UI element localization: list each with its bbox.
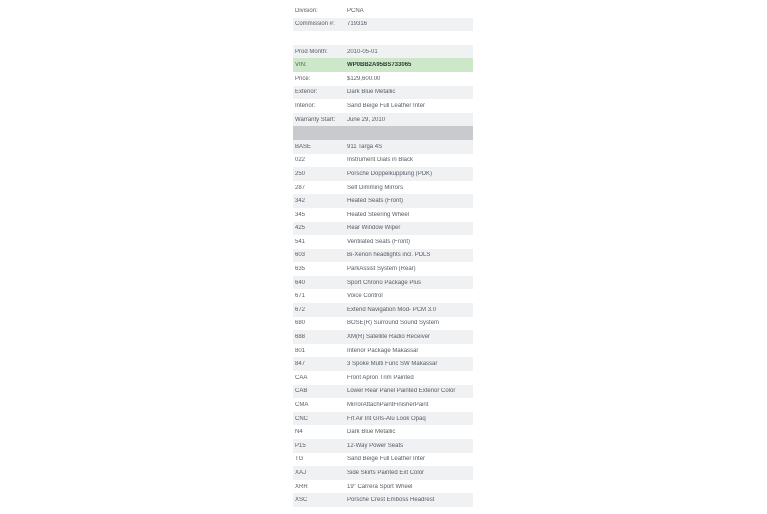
option-code: 603 (295, 252, 306, 259)
option-row (293, 453, 473, 467)
option-description: MirrorAttachPaintFinisherPaint (347, 402, 429, 409)
option-code: XAJ (295, 469, 307, 476)
option-description: Sport Chrono Package Plus (347, 279, 422, 286)
option-description: Self Dimming Mirrors (347, 184, 404, 191)
option-row (293, 208, 473, 222)
info-row-blank (293, 31, 473, 45)
option-row (293, 493, 473, 507)
info-label: Division: (295, 7, 318, 14)
info-label: VIN: (295, 62, 307, 69)
option-row (293, 235, 473, 249)
option-row (293, 222, 473, 236)
info-value: PCNA (347, 7, 364, 14)
option-code: 287 (295, 184, 306, 191)
info-row-division (293, 4, 473, 18)
option-code: CMA (295, 402, 309, 409)
option-code: BASE (295, 143, 312, 150)
option-description: Front Apron Trim Painted (347, 374, 414, 381)
option-code: CAB (295, 388, 308, 395)
option-description: Voice Control (347, 293, 383, 300)
option-row (293, 303, 473, 317)
option-description: Ventilated Seats (Front) (347, 238, 411, 245)
option-description: Sand Beige Full Leather Inter (347, 456, 426, 463)
option-code: 635 (295, 266, 306, 273)
option-row (293, 276, 473, 290)
option-description: Bi-Xenon headlights incl. PDLS (347, 252, 431, 259)
option-description: XM(R) Satellite Radio Receiver (347, 334, 431, 341)
option-description: 911 Targa 4S (347, 143, 383, 150)
option-row (293, 439, 473, 453)
option-description: Side Skirts Painted Ext Color (347, 469, 425, 476)
info-label: Warranty Start: (295, 116, 336, 123)
info-row-exterior (293, 86, 473, 100)
option-code: 250 (295, 170, 306, 177)
option-row (293, 249, 473, 263)
option-description: Porsche Doppelkupplung (PDK) (347, 170, 433, 177)
option-row (293, 154, 473, 168)
option-code: 847 (295, 361, 306, 368)
option-code: 680 (295, 320, 306, 327)
info-label: Prod Month: (295, 48, 328, 55)
option-code: 541 (295, 238, 306, 245)
option-row (293, 344, 473, 358)
option-row (293, 371, 473, 385)
option-description: Frt Air Int Grls-Alu Look Opaq (347, 415, 426, 422)
option-row (293, 167, 473, 181)
option-row (293, 317, 473, 331)
option-code: P15 (295, 442, 306, 449)
option-description: Porsche Crest Emboss Headrest (347, 497, 435, 504)
info-value: 719316 (347, 21, 368, 28)
info-row-commission (293, 18, 473, 32)
option-code: 688 (295, 334, 306, 341)
option-row (293, 398, 473, 412)
vehicle-spec-sheet (293, 4, 473, 507)
info-row-price (293, 72, 473, 86)
option-code: 425 (295, 225, 306, 232)
option-code: 022 (295, 157, 306, 164)
option-code: 672 (295, 306, 306, 313)
option-row (293, 194, 473, 208)
option-description: Extend Navigation Mod- PCM 3.0 (347, 306, 437, 313)
info-label: Commission #: (295, 21, 335, 28)
info-value: $129,600.00 (347, 75, 381, 82)
option-row (293, 181, 473, 195)
option-description: 19" Carrera Sport Wheel (347, 483, 413, 490)
option-code: CNC (295, 415, 308, 422)
option-code: 671 (295, 293, 306, 300)
option-row (293, 262, 473, 276)
option-row (293, 289, 473, 303)
info-row-vin (293, 58, 473, 72)
option-code: XRR (295, 483, 308, 490)
option-description: Lower Rear Panel Painted Exterior Color (347, 388, 456, 395)
option-row (293, 140, 473, 154)
option-code: CAA (295, 374, 308, 381)
info-label: Price: (295, 75, 311, 82)
option-row (293, 385, 473, 399)
option-code: 345 (295, 211, 306, 218)
option-code: N4 (295, 429, 303, 436)
option-description: Heated Seats (Front) (347, 198, 404, 205)
option-code: TG (295, 456, 304, 463)
option-row (293, 357, 473, 371)
option-description: Heated Steering Wheel (347, 211, 410, 218)
option-code: 640 (295, 279, 306, 286)
option-code: XSC (295, 497, 308, 504)
info-value: Dark Blue Metallic (347, 89, 396, 96)
section-divider (293, 126, 473, 140)
option-description: Rear Window Wiper (347, 225, 401, 232)
info-row-interior (293, 99, 473, 113)
option-description: Dark Blue Metallic (347, 429, 396, 436)
info-value: June 29, 2010 (347, 116, 386, 123)
info-label: Interior: (295, 102, 316, 109)
option-description: Interior Package Makassar (347, 347, 419, 354)
info-row-prod-month (293, 45, 473, 59)
option-row (293, 466, 473, 480)
option-description: BOSE(R) Surround Sound System (347, 320, 440, 327)
option-description: Instrument Dials in Black (347, 157, 414, 164)
option-row (293, 425, 473, 439)
vin-value: WP0BB2A95BS733065 (347, 62, 412, 69)
option-row (293, 412, 473, 426)
option-code: 801 (295, 347, 306, 354)
option-row (293, 330, 473, 344)
option-row (293, 480, 473, 494)
info-value: 2010-05-01 (347, 48, 378, 55)
option-description: ParkAssist System (Rear) (347, 266, 416, 273)
info-value: Sand Beige Full Leather Inter (347, 102, 426, 109)
info-row-warranty (293, 113, 473, 127)
option-description: 3 Spoke Multi Func SW Makassar (347, 361, 438, 368)
option-code: 342 (295, 198, 306, 205)
option-description: 12-Way Power Seats (347, 442, 404, 449)
info-label: Exterior: (295, 89, 318, 96)
